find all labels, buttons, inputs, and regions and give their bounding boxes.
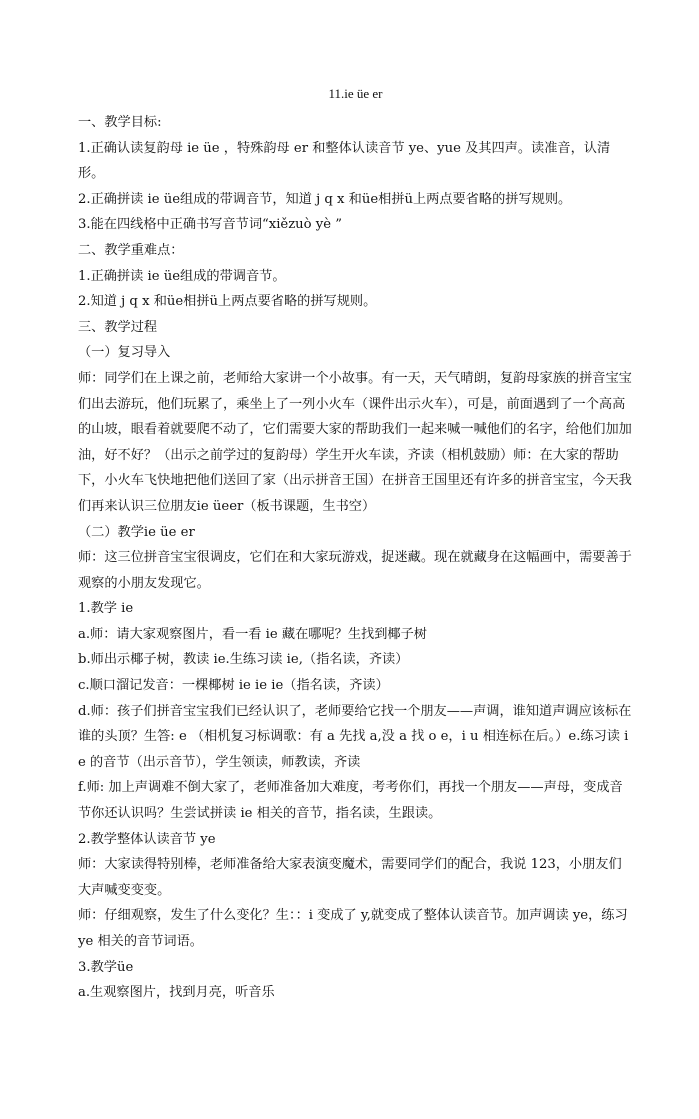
step-d: d.师：孩子们拼音宝宝我们已经认识了，老师要给它找一个朋友——声调，谁知道声调应该标在谁的头顶？生答: e （相机复习标调歌：有 a 先找 a,没 a 找 o e，i u 相连标在后。）e.练习读 ie 的音节（出示音节），学生领读，师教读，齐读 [78, 703, 632, 770]
step-teach-ue: 3.教学üe [78, 959, 134, 975]
lesson-title: 11.ie üe er [328, 86, 383, 101]
paragraph-magic: 师：大家读得特别棒，老师准备给大家表演变魔术，需要同学们的配合，我说 123，小朋友们大声喊变变变。 [78, 857, 622, 898]
section-heading-key-points: 二、教学重难点： [78, 242, 184, 258]
objective-2: 2.正确拼读 ie üe组成的带调音节，知道 j q x 和üe相拼ü上两点要省略的拼写规则。 [78, 191, 572, 207]
step-ue-a: a.生观察图片，找到月亮，听音乐 [78, 985, 275, 1001]
step-teach-ie: 1.教学 ie [78, 601, 134, 617]
step-a: a.师：请大家观察图片，看一看 ie 藏在哪呢？生找到椰子树 [78, 626, 427, 642]
step-c: c.顺口溜记发音：一棵椰树 ie ie ie（指名读，齐读） [78, 678, 389, 694]
objective-3: 3.能在四线格中正确书写音节词“xiězuò yè ” [78, 217, 342, 233]
paragraph-intro: 师：这三位拼音宝宝很调皮，它们在和大家玩游戏，捉迷藏。现在就藏身在这幅画中，需要善于观察的小朋友发现它。 [78, 550, 632, 591]
step-f: f.师: 加上声调难不倒大家了，老师准备加大难度，考考你们，再找一个朋友——声母，变成音节你还认识吗？生尝试拼读 ie 相关的音节，指名读，生跟读。 [78, 780, 623, 822]
key-point-1: 1.正确拼读 ie üe组成的带调音节。 [78, 268, 286, 284]
section-heading-process: 三、教学过程 [78, 319, 158, 335]
section-heading-objectives: 一、教学目标: [78, 115, 162, 130]
step-b: b.师出示椰子树，教读 ie.生练习读 ie,（指名读，齐读） [78, 652, 409, 668]
key-point-2: 2.知道 j q x 和üe相拼ü上两点要省略的拼写规则。 [78, 294, 377, 310]
paragraph-observe: 师：仔细观察，发生了什么变化？生：：i 变成了 y,就变成了整体认读音节。加声调读 ye，练习 ye 相关的音节词语。 [78, 908, 628, 949]
objective-1: 1.正确认读复韵母 ie üe ，特殊韵母 er 和整体认读音节 ye、yue 及其四声。读准音，认清形。 [78, 140, 611, 182]
subsection-review: （一）复习导入 [78, 345, 171, 361]
subsection-teach: （二）教学ie üe er [78, 524, 195, 540]
step-teach-ye: 2.教学整体认读音节 ye [78, 831, 216, 847]
paragraph-review: 师：同学们在上课之前，老师给大家讲一个小故事。有一天，天气晴朗，复韵母家族的拼音宝宝们出去游玩，他们玩累了，乘坐上了一列小火车（课件出示火车），可是，前面遇到了一个高高的山坡，眼看着就要爬不动了，它们需要大家的帮助我们一起来喊一喊他们的名字，给他们加加油，好不好？（出示之前学过的复韵母）学生开火车读，齐读（相机鼓励）师：在大家的帮助下，小火车飞快地把他们送回了家（出示拼音王国）在拼音王国里还有许多的拼音宝宝，今天我们再来认识三位朋友ie üeer（板书课题，生书空） [78, 370, 632, 514]
